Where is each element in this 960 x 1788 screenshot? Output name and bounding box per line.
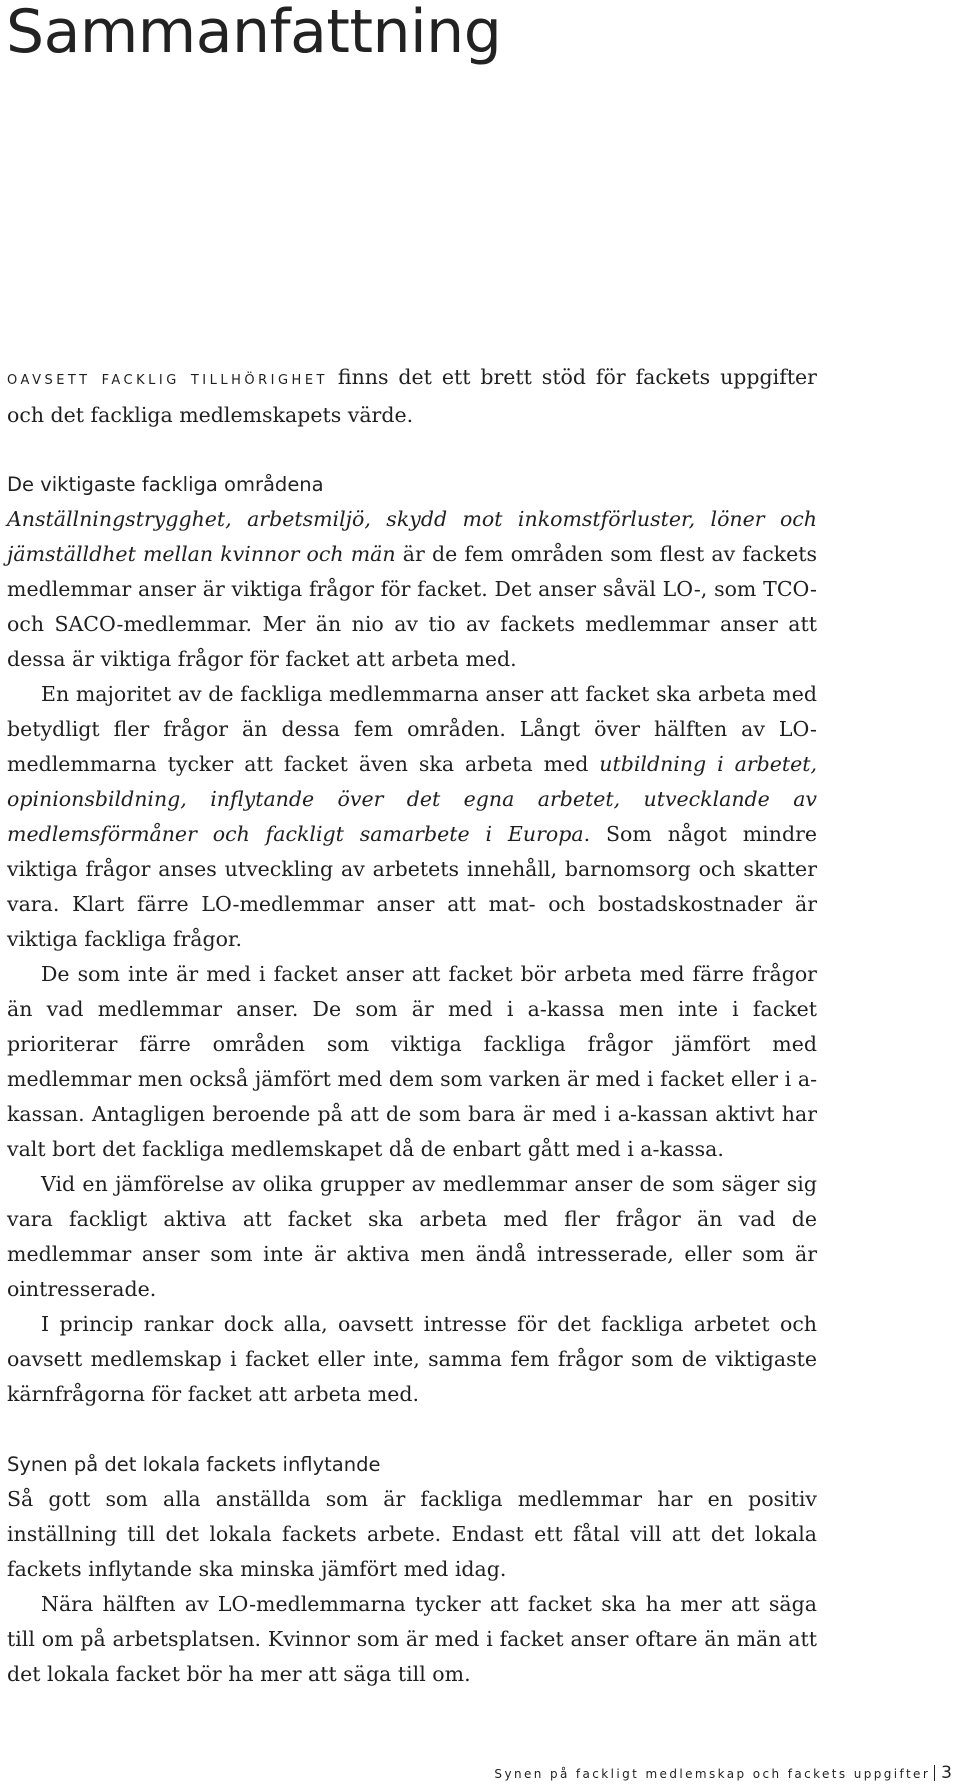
- intro-paragraph: [7, 360, 817, 433]
- section1-paragraph-5: I princip rankar dock alla, oavsett intresse för det fackliga arbetet och oavsett medlemskap i facket eller inte, samma fem frågor som de viktigaste kärnfrågorna för facket att arbeta med.: [7, 1312, 817, 1406]
- page-number: 3: [941, 1763, 952, 1783]
- section1-p2-text-b: . Som något mindre viktiga frågor anses utveckling av arbetets innehåll, barnomsorg och skatter vara. Klart färre LO-medlemmar anser att mat- och bostadskostnader är viktiga fackliga frågor.: [7, 822, 817, 951]
- intro-lead: OAVSETT FACKLIG TILLHÖRIGHET: [7, 373, 328, 388]
- section1-p2-emphasis: utbildning i arbetet, opinionsbildning, inflytande över det egna arbetet, utvecklande av medlemsförmåner och fackligt samarbete i Europa: [7, 752, 817, 846]
- document-body: [7, 360, 817, 1692]
- section1-paragraph-1: [7, 502, 817, 677]
- page-footer: [494, 1764, 952, 1783]
- intro-text: finns det ett brett stöd för fackets uppgifter och det fackliga medlemskapets värde.: [7, 365, 817, 427]
- section1-paragraph-4: Vid en jämförelse av olika grupper av medlemmar anser de som säger sig vara fackligt aktiva att facket ska arbeta med fler frågor än vad de medlemmar anser som inte är aktiva men ändå intresserade, eller som är ointresserade.: [7, 1172, 817, 1301]
- section2-paragraph-2: Nära hälften av LO-medlemmarna tycker att facket ska ha mer att säga till om på arbetsplatsen. Kvinnor som är med i facket anser oftare än män att det lokala facket bör ha mer att säga till om.: [7, 1592, 817, 1686]
- section1-paragraph-2: [7, 677, 817, 957]
- section-heading-important-areas: De viktigaste fackliga områdena: [7, 473, 324, 496]
- section1-p2-text-a: En majoritet av de fackliga medlemmarna anser att facket ska arbeta med betydligt fler frågor än dessa fem områden. Långt över hälften av LO-medlemmarna tycker att facket även ska arbeta med: [7, 682, 817, 776]
- section-heading-local-union-influence: Synen på det lokala fackets inflytande: [7, 1453, 381, 1476]
- footer-divider: [934, 1765, 935, 1781]
- section1-paragraph-3: De som inte är med i facket anser att facket bör arbeta med färre frågor än vad medlemmar anser. De som är med i a-kassa men inte i facket prioriterar färre områden som viktiga fackliga frågor jämfört med medlemmar men också jämfört med dem som varken är med i facket eller i a-kassan. Antagligen beroende på att de som bara är med i a-kassan aktivt har valt bort det fackliga medlemskapet då de enbart gått med i a-kassa.: [7, 962, 817, 1161]
- section1-p1-emphasis: Anställningstrygghet, arbetsmiljö, skydd mot inkomstförluster, löner och jämställdhet mellan kvinnor och män: [7, 507, 817, 566]
- section2-paragraph-1: Så gott som alla anställda som är fackliga medlemmar har en positiv inställning till det lokala fackets arbete. Endast ett fåtal vill att det lokala fackets inflytande ska minska jämfört med idag.: [7, 1487, 817, 1581]
- section1-p1-text: är de fem områden som flest av fackets medlemmar anser är viktiga frågor för facket. Det anser såväl LO-, som TCO- och SACO-medlemmar. Mer än nio av tio av fackets medlemmar anser att dessa är viktiga frågor för facket att arbeta med.: [7, 542, 817, 671]
- page-title: Sammanfattning: [6, 0, 502, 67]
- running-title: Synen på fackligt medlemskap och fackets uppgifter: [494, 1767, 931, 1781]
